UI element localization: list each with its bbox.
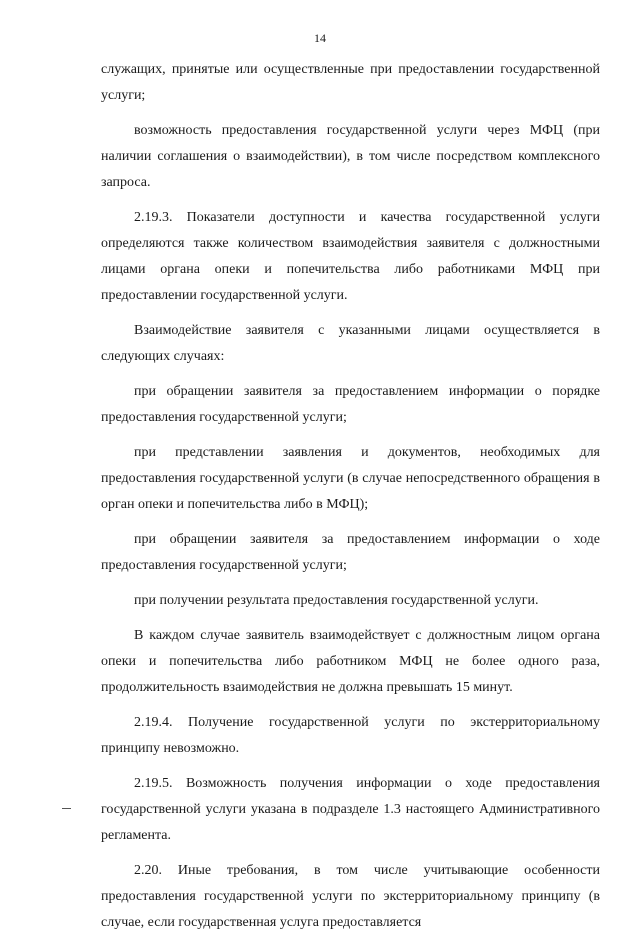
paragraph: В каждом случае заявитель взаимодействует с должностным лицом органа опеки и попечительства либо работником МФЦ не более одного раза, продолжительность взаимодействия не должна превышать 15 минут. bbox=[101, 628, 600, 695]
paragraph: 2.19.3. Показатели доступности и качества государственной услуги определяются также количеством взаимодействия заявителя с должностными лицами органа опеки и попечительства либо работниками МФЦ при предоставлении государственной услуги. bbox=[101, 210, 600, 303]
scan-margin-mark bbox=[62, 808, 71, 809]
paragraph: 2.19.4. Получение государственной услуги по экстерриториальному принципу невозможно. bbox=[101, 715, 600, 756]
document-body bbox=[101, 57, 600, 945]
paragraph: 2.20. Иные требования, в том числе учитывающие особенности предоставления государственной услуги по экстерриториальному принципу (в случае, если государственная услуга предоставляется bbox=[101, 863, 600, 930]
paragraph: при получении результата предоставления государственной услуги. bbox=[134, 593, 539, 608]
page-number: 14 bbox=[314, 31, 326, 45]
paragraph: 2.19.5. Возможность получения информации о ходе предоставления государственной услуги указана в подразделе 1.3 настоящего Административного регламента. bbox=[101, 776, 600, 843]
paragraph: при представлении заявления и документов, необходимых для предоставления государственной услуги (в случае непосредственного обращения в орган опеки и попечительства либо в МФЦ); bbox=[101, 445, 600, 512]
paragraph: возможность предоставления государственной услуги через МФЦ (при наличии соглашения о взаимодействии), в том числе посредством комплексного запроса. bbox=[101, 123, 600, 190]
paragraph: служащих, принятые или осуществленные при предоставлении государственной услуги; bbox=[101, 62, 600, 103]
paragraph: при обращении заявителя за предоставлением информации о ходе предоставления государственной услуги; bbox=[101, 532, 600, 573]
paragraph: при обращении заявителя за предоставлением информации о порядке предоставления государственной услуги; bbox=[101, 384, 600, 425]
paragraph: Взаимодействие заявителя с указанными лицами осуществляется в следующих случаях: bbox=[101, 323, 600, 364]
